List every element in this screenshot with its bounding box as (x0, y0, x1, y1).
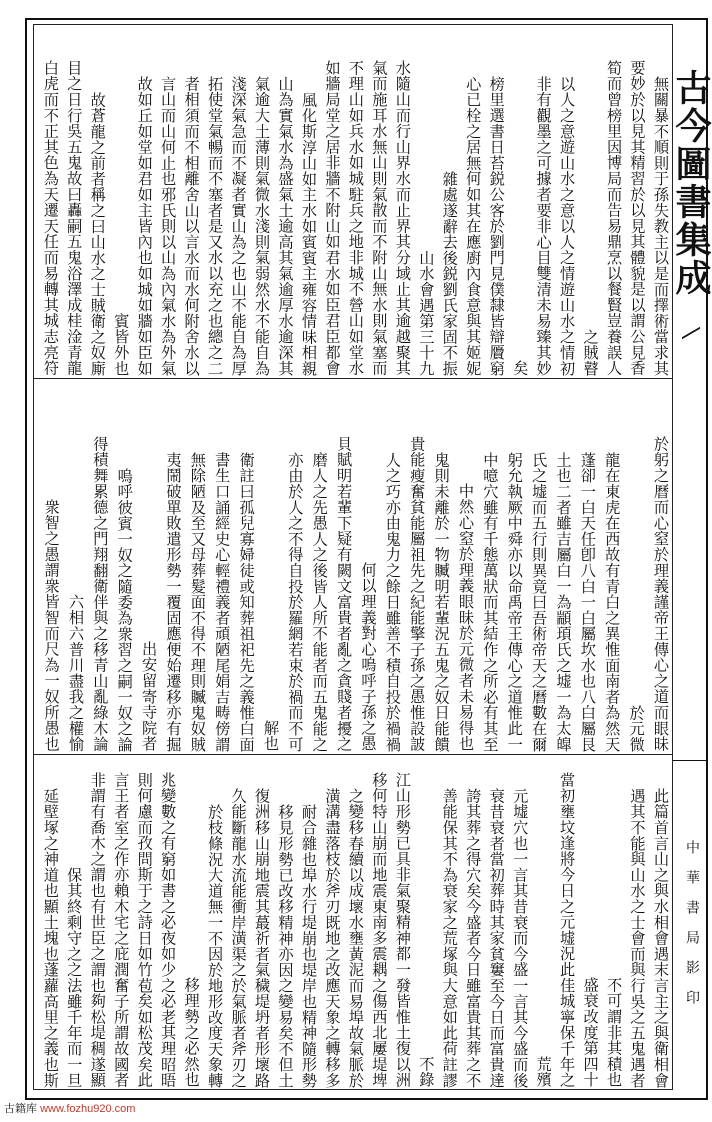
text-column: 非有觀墨之可據者要非心目雙清未易臻其妙 (534, 75, 553, 376)
text-column: 筍而曾榜里因博局而告易鼎烹以餐賢豈養誤人 (605, 60, 624, 376)
text-column: 亦由於人之不得自投於羅網若束於禍而不可 (286, 451, 305, 752)
text-column: 久能斷龍水流能衝岸潢渠之於氣脈者斧刃之 (229, 787, 248, 1088)
text-column: 無關暴不順則于孫失教主以是而擇術當求其 (652, 75, 670, 376)
text-column: 賓皆外也 (112, 312, 131, 376)
text-column: 移何特山崩而地震東南多震耦之傷西北屢堤埤 (370, 772, 389, 1088)
text-column: 之變移春續以成壞水壅黃泥而易埠故氣脈於 (346, 787, 365, 1088)
text-column: 風化斯淳山如主水如賓賓主雍容情味相親 (299, 91, 318, 376)
text-column: 貴能瘦奮貧能屬祖先之紀能擎子孫之愚惟設詖 (408, 436, 427, 752)
text-column: 要妙於以見其精習於以見其體貌是以謂公見香 (628, 60, 647, 376)
text-column: 氣而施耳水無山則氣散而不附山無水則氣塞而 (370, 60, 389, 376)
text-column: 不錄 (417, 1056, 436, 1088)
text-register-bottom (36, 758, 670, 1088)
text-column: 江山形勢已具非氣聚精神都一發皆惟土復以洲 (393, 772, 412, 1088)
text-column: 移見形勢已改移精神亦因之變易矣不但土 (276, 803, 295, 1088)
text-column: 中噫穴雖有千態萬狀而其結作之所必有其至 (481, 451, 500, 752)
text-column: 水隨山而行山界水而止界其分域止其逾越聚其 (393, 60, 412, 376)
text-column: 故蒼龍之前者稱之曰山水之士賊衛之奴廝 (88, 91, 107, 376)
watermark-prefix: 古籍库 (4, 1103, 41, 1115)
text-column: 無除陋及至又母葬髮面不得不理則贓鬼奴賊 (188, 451, 207, 752)
text-column: 如牆局堂之居非牆不附山如君水如臣君臣都會 (323, 60, 342, 376)
text-column: 嗚呼彼賓一奴之隨委為衆習之嗣一奴之論 (115, 467, 134, 752)
text-column: 遇其不能與山水之士會而與行吳之五鬼遇者 (628, 787, 647, 1088)
text-column: 得積舞累德之門翔翻衛伴與之移青山亂綠木論 (91, 436, 110, 752)
text-column: 衛註曰孤兒寡婦徒或知葬祖祀先之義惟白面 (237, 451, 256, 752)
text-column: 於枝條況大道無一不因於地形改度天象轉 (206, 803, 225, 1088)
text-column: 此篇首言山之與水相會遇末言主之與衛相會 (652, 787, 670, 1088)
text-column: 於躬之曆而心窒於理義謹帝王傳心之道而眼昧 (652, 436, 670, 752)
text-column: 延壁塚之神道也顯土塊也蓬蘿高里之義也斯 (41, 787, 60, 1088)
text-column: 言山而山何止也邪氏則以山為內氣水為外氣 (159, 75, 178, 376)
register-divider-upper (33, 378, 673, 379)
text-column: 山水會遇第三十九 (417, 249, 436, 376)
text-column: 淺深氣急而不凝者實山為之也山不能自為厚 (229, 75, 248, 376)
text-column: 夷鬧破單敗遣形勢一覆固應便始遷移亦有掘 (164, 451, 183, 752)
text-column: 山為實氣水為盛氣土逾高其氣逾厚水逾深其 (276, 75, 295, 376)
text-column: 鬼則未離於一物贓明若輩況五鬼之奴日能饋 (432, 451, 451, 752)
text-column: 躬允執厥中舜亦以命禹帝王傳心之道惟此一 (505, 451, 524, 752)
text-column: 不理山如兵水如城駐兵之地非城不營山如堂水 (346, 60, 365, 376)
text-column: 氣逾大土薄則氣微水淺則氣弱然水不能自為 (253, 75, 272, 376)
text-column: 衆智之愚謂衆皆智而尺為一奴所愚也 (42, 499, 61, 752)
text-column: 貝賦明若輩下疑有闕文富貴者亂之貪賤者擾之 (335, 436, 354, 752)
text-column: 拓使堂氣暢而不塞者是又水以充之也總之二 (206, 75, 225, 376)
text-register-middle (36, 382, 670, 752)
text-column: 者相須而不相離舍山以言水而水何附舍水以 (182, 75, 201, 376)
text-column: 榜里選書日苔鋭公客於劉門見僕隸皆辯贗窮 (487, 75, 506, 376)
text-column: 六相六普川盡我之權愉 (67, 594, 85, 752)
text-column: 出安留寄寺院者 (140, 641, 159, 752)
text-column: 善能保其不為衰家之荒塚與大意如此荷註謬 (440, 787, 459, 1088)
text-column: 不可謂非其積也 (605, 977, 624, 1088)
text-column: 盛衰改度第四十 (581, 977, 600, 1088)
text-column: 非謂有喬木之謂也有世臣之謂也夠松堤稠遂顯 (88, 772, 107, 1088)
text-column: 耐合雜也埠水行堤崩也堤岸也精神隨形勢 (299, 803, 318, 1088)
text-column: 元墟穴也一言其昔衰而今盛一言其今盛而後 (511, 787, 530, 1088)
text-column: 目之日行吳五鬼故曰轟嗣五鬼浴澤成桂淦青龍 (65, 60, 84, 376)
text-register-top (36, 26, 670, 376)
text-column: 氏之墟而五行則異竟曰吾術帝天之曆數在爾 (530, 451, 549, 752)
text-column: 移理勢之必然也 (182, 977, 201, 1088)
text-column: 矣 (511, 360, 530, 376)
text-column: 故如丘如堂如君如主皆內也如城如牆如臣如 (135, 75, 154, 376)
text-column: 於元微 (627, 704, 646, 752)
text-column: 書生口誦經史心輕禮義者頑陋尾娟吉畴傍謂 (213, 451, 232, 752)
text-column: 以人之意遊山水之意以人之情遊山水之情初 (558, 75, 577, 376)
text-column: 兆變數之有窮如書之必夜如少之必老其理昭晤 (159, 772, 178, 1088)
text-column: 復洲移山崩地震其蕞祈者氣穢堤坍者形壞路 (253, 787, 272, 1088)
text-column: 中然心窒於理義眼昧於元微者未易得也 (457, 483, 475, 752)
text-column: 人之巧亦由鬼力之餘日雖善不積自投於禍禍 (383, 451, 402, 752)
text-column: 白虎而不正其色為天遷天任而易轉其城志亮符 (41, 60, 60, 376)
register-divider-lower (33, 754, 673, 755)
text-column: 土也二者雖吉屬白一為顓頊氏之墟一為太皡 (554, 451, 573, 752)
text-column: 磨人之先愚人之後皆人所不能者而五鬼能之 (310, 451, 329, 752)
text-column: 潢溝盡落枝於斧刃既地之改應天象之轉移多 (323, 787, 342, 1088)
text-column: 龍在東虎在西故有青白之異惟面南者為然天 (603, 451, 622, 752)
text-column: 則何慮而孜問斯于之詩日如竹苞矣如松茂矣此 (135, 772, 154, 1088)
text-column: 蓬卻一白天任卽八白一白屬坎水也八白屬艮 (578, 451, 597, 752)
book-title-masthead: 古今圖書集成 (670, 69, 712, 297)
text-column: 之賊瞽 (581, 328, 600, 376)
publisher-rule (673, 760, 708, 761)
text-column: 當初壅坟逢將今日之元墟況此佳城寧保千年之 (558, 772, 577, 1088)
text-column: 解也 (262, 720, 280, 752)
watermark-url: www.fozhu920.com (40, 1103, 136, 1115)
publisher-imprint: 中華書局影印 (684, 840, 700, 1020)
text-column: 荒殯 (534, 1056, 553, 1088)
site-watermark (4, 1100, 135, 1116)
text-column: 心已栓之居無何如其在應廚內食意與其姬妮 (464, 75, 483, 376)
text-column: 誇其葬之得穴矣今盛者今日雖富貴其葬之不 (464, 787, 483, 1088)
text-column: 言王者室之作亦賴木宅之庇潤奮子所謂故國者 (112, 772, 131, 1088)
text-column: 衰昔衰者當初葬時其家貧窶至今日而富貴達 (487, 787, 506, 1088)
text-column: 何以理義對心嗚呼子孫之愚 (359, 562, 378, 752)
text-column: 保其終剩守之之法雖千年而一旦 (65, 866, 84, 1088)
text-column: 雜處遂辭去後鋭劉氏家固不振 (440, 170, 459, 376)
